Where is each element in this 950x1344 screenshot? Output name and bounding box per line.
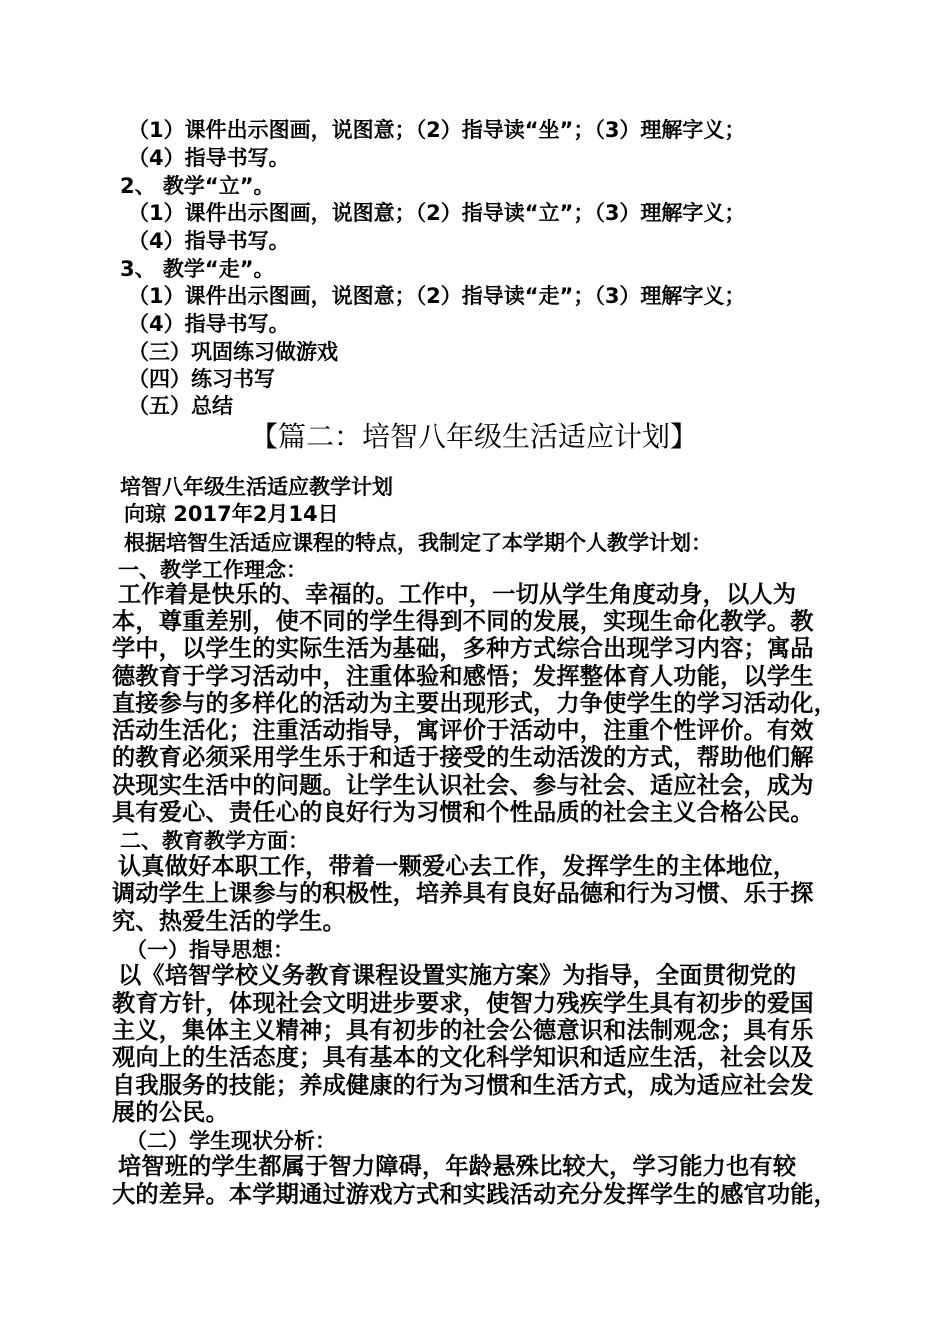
- paragraph-line: 德教育于学习活动中，注重体验和感悟；发挥整体育人功能，以学生: [112, 663, 814, 690]
- paragraph-line: 活动生活化；注重活动指导，寓评价于活动中，注重个性评价。有效: [112, 717, 814, 744]
- paragraph-line: 调动学生上课参与的积极性，培养具有良好品德和行为习惯、乐于探: [112, 880, 814, 907]
- paragraph-line: 工作着是快乐的、幸福的。工作中，一切从学生角度动身，以人为: [118, 581, 797, 608]
- step-line: （1）课件出示图画，说图意；（2）指导读“走”；（3）理解字义；: [128, 284, 746, 308]
- paragraph-line: 观向上的生活态度；具有基本的文化科学知识和适应生活，社会以及: [112, 1044, 814, 1071]
- paragraph-line: 直接参与的多样化的活动为主要出现形式，力争使学生的学习活动化，: [112, 690, 838, 717]
- step-heading: 2、 教学“立”。: [120, 174, 275, 198]
- step-line: （4）指导书写。: [128, 146, 290, 170]
- paragraph-line: 大的差异。本学期通过游戏方式和实践活动充分发挥学生的感官功能，: [112, 1181, 838, 1208]
- paragraph-line: 本，尊重差别，使不同的学生得到不同的发展，实现生命化教学。教: [112, 608, 814, 635]
- subsection-heading: （二）学生现状分析：: [126, 1129, 336, 1153]
- paragraph-line: 决现实生活中的问题。让学生认识社会、参与社会、适应社会，成为: [112, 772, 814, 799]
- step-line: （4）指导书写。: [128, 229, 290, 253]
- step-line: （1）课件出示图画，说图意；（2）指导读“立”；（3）理解字义；: [128, 201, 746, 225]
- paragraph-line: 自我服务的技能；养成健康的行为习惯和生活方式，成为适应社会发: [112, 1072, 814, 1099]
- paragraph-line: 的教育必须采用学生乐于和适于接受的生动活泼的方式，帮助他们解: [112, 744, 814, 771]
- paragraph-line: 主义，集体主义精神；具有初步的社会公德意识和法制观念；具有乐: [112, 1017, 814, 1044]
- step-heading: （三）巩固练习做游戏: [128, 340, 338, 364]
- paragraph-line: 培智班的学生都属于智力障碍，年龄悬殊比较大，学习能力也有较: [118, 1153, 797, 1180]
- paragraph-line: 认真做好本职工作，带着一颗爱心去工作，发挥学生的主体地位，: [118, 853, 797, 880]
- section-heading: 一、教学工作理念：: [118, 558, 307, 582]
- paragraph-line: 具有爱心、责任心的良好行为习惯和个性品质的社会主义合格公民。: [112, 799, 814, 826]
- section-heading: 二、教育教学方面：: [120, 829, 309, 853]
- paragraph-line: 学中，以学生的实际生活为基础，多种方式综合出现学习内容；寓品: [112, 635, 814, 662]
- step-line: （1）课件出示图画，说图意；（2）指导读“坐”；（3）理解字义；: [128, 118, 746, 142]
- step-heading: （四）练习书写: [128, 367, 275, 391]
- paragraph-line: 教育方针，体现社会文明进步要求，使智力残疾学生具有初步的爱国: [112, 990, 814, 1017]
- paragraph-line: 以《培智学校义务教育课程设置实施方案》为指导，全面贯彻党的: [118, 962, 797, 989]
- step-line: （4）指导书写。: [128, 312, 290, 336]
- subsection-heading: （一）指导思想：: [126, 938, 294, 962]
- step-heading: 3、 教学“走”。: [120, 257, 275, 281]
- paragraph-line: 究、热爱生活的学生。: [112, 908, 346, 935]
- plan-author-date: 向琼 2017年2月14日: [124, 502, 339, 526]
- plan-intro: 根据培智生活适应课程的特点，我制定了本学期个人教学计划：: [124, 531, 712, 555]
- step-heading: （五）总结: [128, 394, 233, 418]
- plan-title: 培智八年级生活适应教学计划: [120, 475, 393, 499]
- section-title: 【篇二：培智八年级生活适应计划】: [250, 420, 699, 453]
- paragraph-line: 展的公民。: [112, 1099, 229, 1126]
